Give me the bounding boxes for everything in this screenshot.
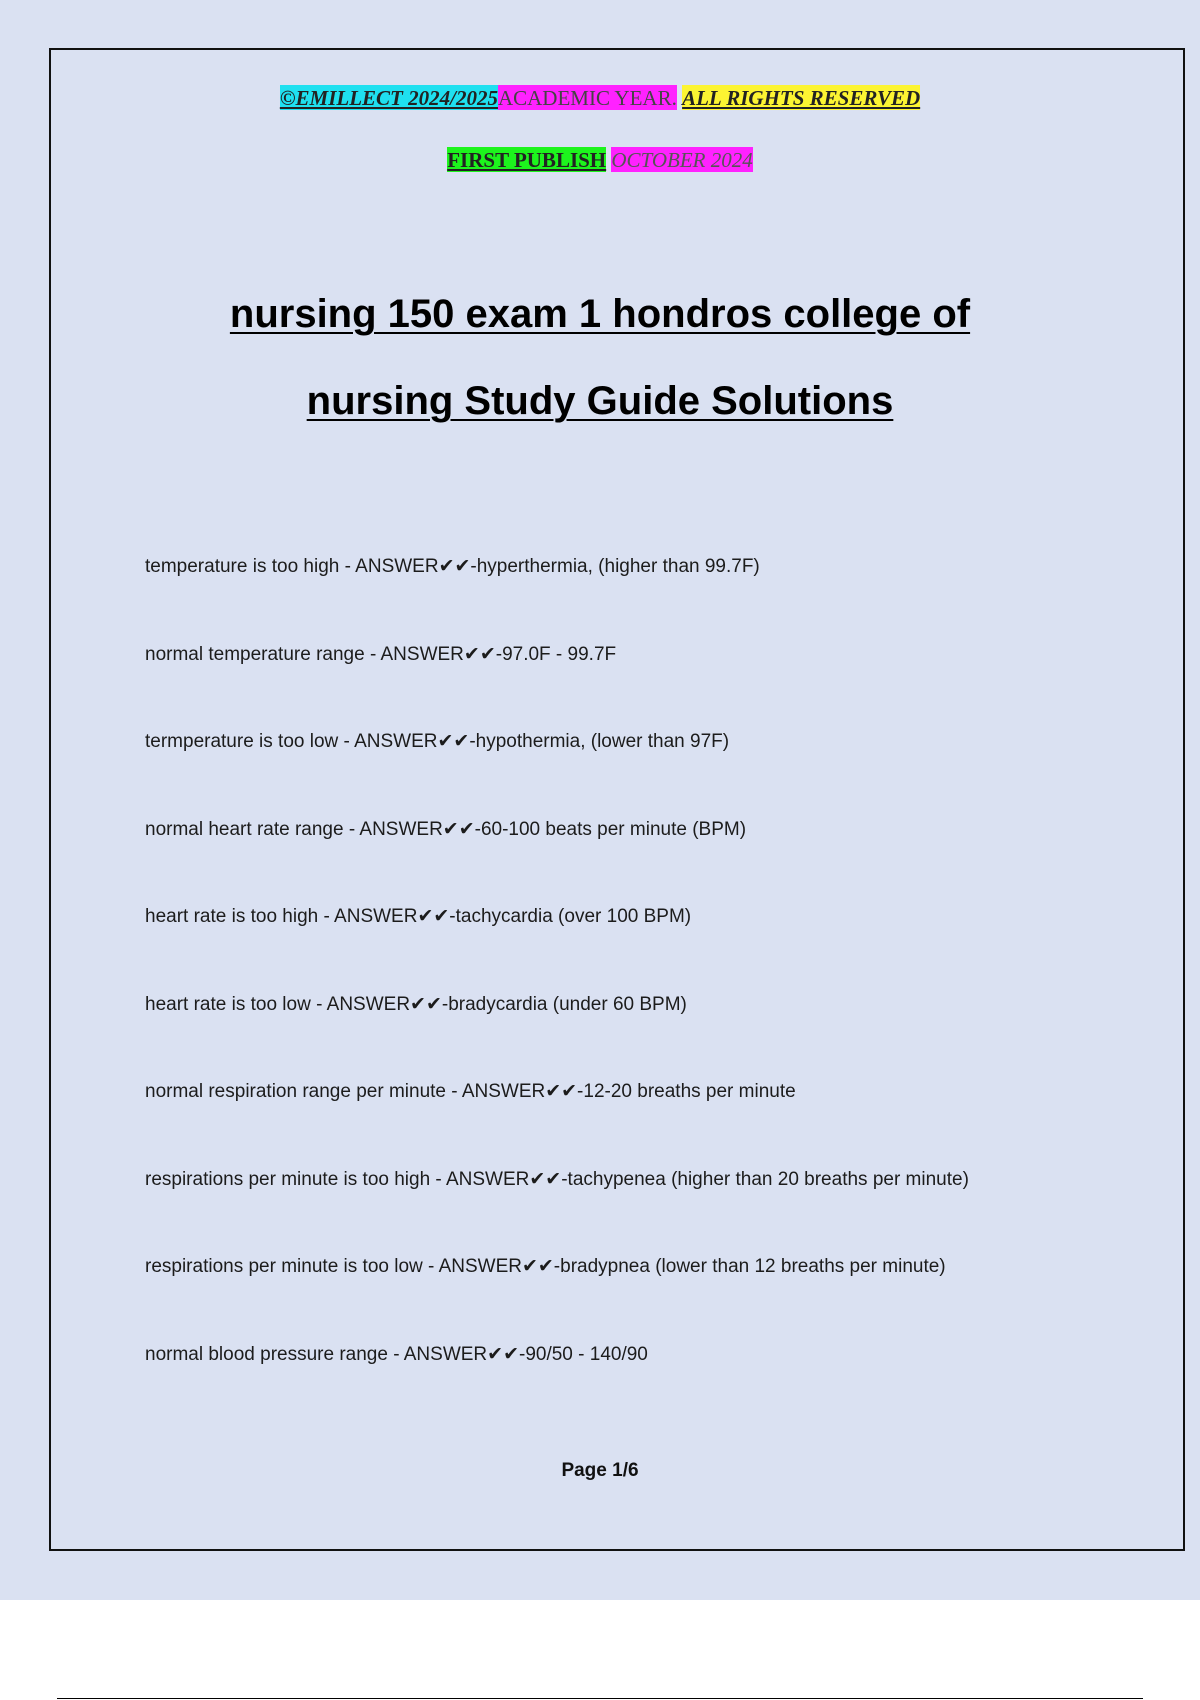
publish-header-line <box>0 146 1200 174</box>
qa-item: respirations per minute is too low - ANSWER✔✔-bradypnea (lower than 12 breaths per minute) <box>145 1256 946 1277</box>
copyright-header-line <box>0 84 1200 112</box>
rights-reserved-text: ALL RIGHTS RESERVED <box>682 86 921 110</box>
first-publish-text: FIRST PUBLISH <box>447 148 607 172</box>
qa-item: heart rate is too low - ANSWER✔✔-bradycardia (under 60 BPM) <box>145 993 687 1015</box>
copyright-text: ©EMILLECT 2024/2025 <box>279 86 498 110</box>
qa-item: heart rate is too high - ANSWER✔✔-tachycardia (over 100 BPM) <box>145 906 692 927</box>
qa-item: normal heart rate range - ANSWER✔✔-60-100 beats per minute (BPM) <box>145 818 747 840</box>
publish-date-text: OCTOBER 2024 <box>611 148 753 172</box>
bottom-divider <box>57 1698 1143 1699</box>
qa-item: temperature is too high - ANSWER✔✔-hyperthermia, (higher than 99.7F) <box>145 556 760 577</box>
qa-item: normal temperature range - ANSWER✔✔-97.0F - 99.7F <box>145 643 617 665</box>
qa-item: respirations per minute is too high - ANSWER✔✔-tachypenea (higher than 20 breaths per minute) <box>145 1168 969 1190</box>
page-number: Page 1/6 <box>561 1460 639 1481</box>
qa-item: termperature is too low - ANSWER✔✔-hypothermia, (lower than 97F) <box>145 731 730 752</box>
document-title-line-2: nursing Study Guide Solutions <box>306 379 894 423</box>
qa-list <box>145 552 969 1427</box>
qa-item: normal respiration range per minute - ANSWER✔✔-12-20 breaths per minute <box>145 1081 796 1102</box>
document-title-line-1: nursing 150 exam 1 hondros college of <box>229 292 971 336</box>
academic-year-text: ACADEMIC YEAR. <box>497 86 677 110</box>
qa-item: normal blood pressure range - ANSWER✔✔-90/50 - 140/90 <box>145 1343 648 1365</box>
